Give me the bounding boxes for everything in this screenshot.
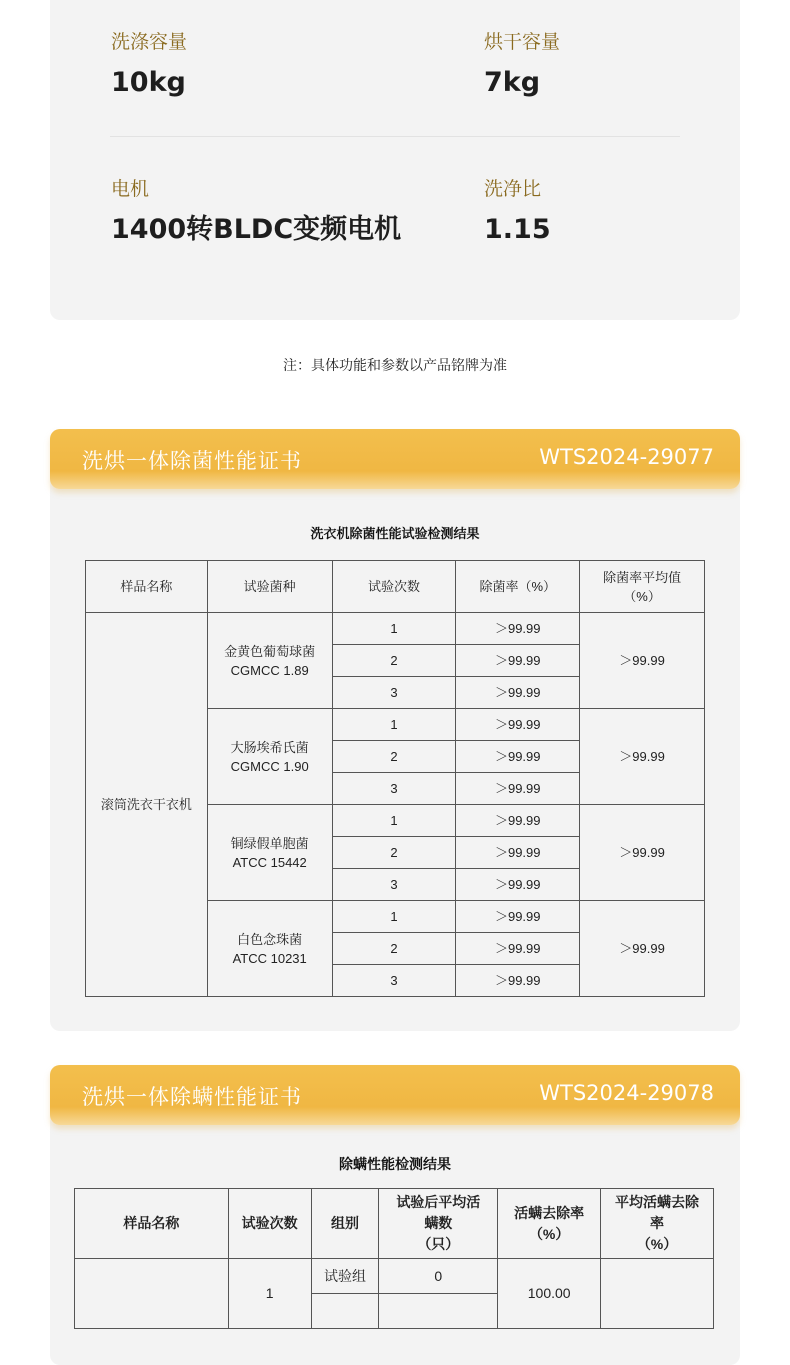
spec-label: 烘干容量 <box>484 31 561 53</box>
header-text: 平均活螨去除 <box>615 1194 700 1210</box>
header-cell: 试验次数 <box>332 561 456 613</box>
table-header-row <box>75 1189 714 1259</box>
header-cell <box>498 1189 601 1259</box>
avg-cell: ＞99.99 <box>580 901 705 997</box>
run-cell: 3 <box>332 773 456 805</box>
rate-cell: ＞99.99 <box>456 837 580 869</box>
strain-name: 白色念珠菌 <box>237 931 303 947</box>
rate-cell: ＞99.99 <box>456 741 580 773</box>
header-cell <box>580 561 705 613</box>
run-cell: 3 <box>332 677 456 709</box>
header-cell: 样品名称 <box>86 561 208 613</box>
table-row <box>86 613 705 645</box>
footnote: 注：具体功能和参数以产品铭牌为准 <box>283 358 507 374</box>
run-cell: 1 <box>332 613 456 645</box>
sample-cell <box>75 1259 229 1329</box>
group-cell: 试验组 <box>311 1259 379 1294</box>
spec-dry-capacity <box>484 30 560 100</box>
spec-value: 1400转BLDC变频电机 <box>111 214 402 245</box>
spec-wash-capacity <box>111 30 187 100</box>
strain-cell <box>207 709 332 805</box>
header-cell: 组别 <box>311 1189 379 1259</box>
spec-divider <box>110 136 680 137</box>
strain-code: CGMCC 1.89 <box>230 662 309 678</box>
cert-header <box>50 429 740 489</box>
header-cell <box>379 1189 498 1259</box>
strain-name: 铜绿假单胞菌 <box>230 835 309 851</box>
avg-cell: ＞99.99 <box>580 613 705 709</box>
header-text: 除菌率平均值 <box>603 569 682 585</box>
rate-cell: ＞99.99 <box>456 901 580 933</box>
spec-value: 1.15 <box>484 214 551 245</box>
rate-cell: ＞99.99 <box>456 773 580 805</box>
spec-card <box>50 0 740 320</box>
header-cell: 试验菌种 <box>207 561 332 613</box>
rate-cell: ＞99.99 <box>456 965 580 997</box>
group-cell <box>311 1294 379 1329</box>
avg-cell: ＞99.99 <box>580 709 705 805</box>
spec-wash-ratio <box>484 177 551 247</box>
table-header-row <box>86 561 705 613</box>
strain-cell <box>207 901 332 997</box>
cert-sterilization-card <box>50 429 740 1031</box>
table-caption: 除螨性能检测结果 <box>339 1157 451 1173</box>
cert-number: WTS2024-29077 <box>539 445 714 469</box>
cert-mite-card <box>50 1065 740 1365</box>
spec-motor <box>111 177 401 247</box>
run-cell: 2 <box>332 741 456 773</box>
header-text: 率 <box>650 1215 665 1231</box>
removal-cell: 100.00 <box>498 1259 601 1329</box>
spec-label: 洗净比 <box>484 178 542 200</box>
header-text: 试验后平均活 <box>396 1194 481 1210</box>
strain-code: CGMCC 1.90 <box>230 758 309 774</box>
mites-cell: 0 <box>379 1259 498 1294</box>
header-cell: 除菌率（%） <box>456 561 580 613</box>
run-cell: 1 <box>332 709 456 741</box>
run-cell: 2 <box>332 645 456 677</box>
mites-cell <box>379 1294 498 1329</box>
avg-cell <box>601 1259 714 1329</box>
strain-code: ATCC 15442 <box>232 854 307 870</box>
spec-value: 10kg <box>111 67 186 98</box>
rate-cell: ＞99.99 <box>456 709 580 741</box>
cert-title: 洗烘一体除螨性能证书 <box>82 1085 302 1109</box>
spec-value: 7kg <box>484 67 541 98</box>
run-cell: 1 <box>332 901 456 933</box>
rate-cell: ＞99.99 <box>456 933 580 965</box>
sterilization-table <box>85 560 705 997</box>
run-cell: 3 <box>332 965 456 997</box>
rate-cell: ＞99.99 <box>456 645 580 677</box>
strain-name: 金黄色葡萄球菌 <box>224 643 316 659</box>
strain-cell <box>207 613 332 709</box>
run-cell: 1 <box>228 1259 311 1329</box>
avg-cell: ＞99.99 <box>580 805 705 901</box>
run-cell: 1 <box>332 805 456 837</box>
strain-code: ATCC 10231 <box>232 950 307 966</box>
header-text: （%） <box>636 1236 678 1252</box>
table-row <box>75 1259 714 1294</box>
rate-cell: ＞99.99 <box>456 869 580 901</box>
run-cell: 2 <box>332 837 456 869</box>
header-text: 螨数 <box>424 1215 453 1231</box>
header-text: （只） <box>417 1236 460 1252</box>
cert-header <box>50 1065 740 1125</box>
rate-cell: ＞99.99 <box>456 613 580 645</box>
table-caption: 洗衣机除菌性能试验检测结果 <box>310 527 480 542</box>
strain-name: 大肠埃希氏菌 <box>230 739 309 755</box>
header-cell: 试验次数 <box>228 1189 311 1259</box>
header-cell: 样品名称 <box>75 1189 229 1259</box>
mite-table <box>74 1188 714 1329</box>
run-cell: 3 <box>332 869 456 901</box>
header-text: （%） <box>528 1225 570 1242</box>
sample-cell: 滚筒洗衣干衣机 <box>86 613 208 997</box>
header-cell <box>601 1189 714 1259</box>
run-cell: 2 <box>332 933 456 965</box>
header-text: （%） <box>623 588 661 604</box>
header-text: 活螨去除率 <box>514 1204 585 1221</box>
rate-cell: ＞99.99 <box>456 677 580 709</box>
spec-label: 洗涤容量 <box>111 31 188 53</box>
rate-cell: ＞99.99 <box>456 805 580 837</box>
strain-cell <box>207 805 332 901</box>
cert-number: WTS2024-29078 <box>539 1081 714 1105</box>
cert-title: 洗烘一体除菌性能证书 <box>82 449 302 473</box>
spec-label: 电机 <box>111 178 150 200</box>
